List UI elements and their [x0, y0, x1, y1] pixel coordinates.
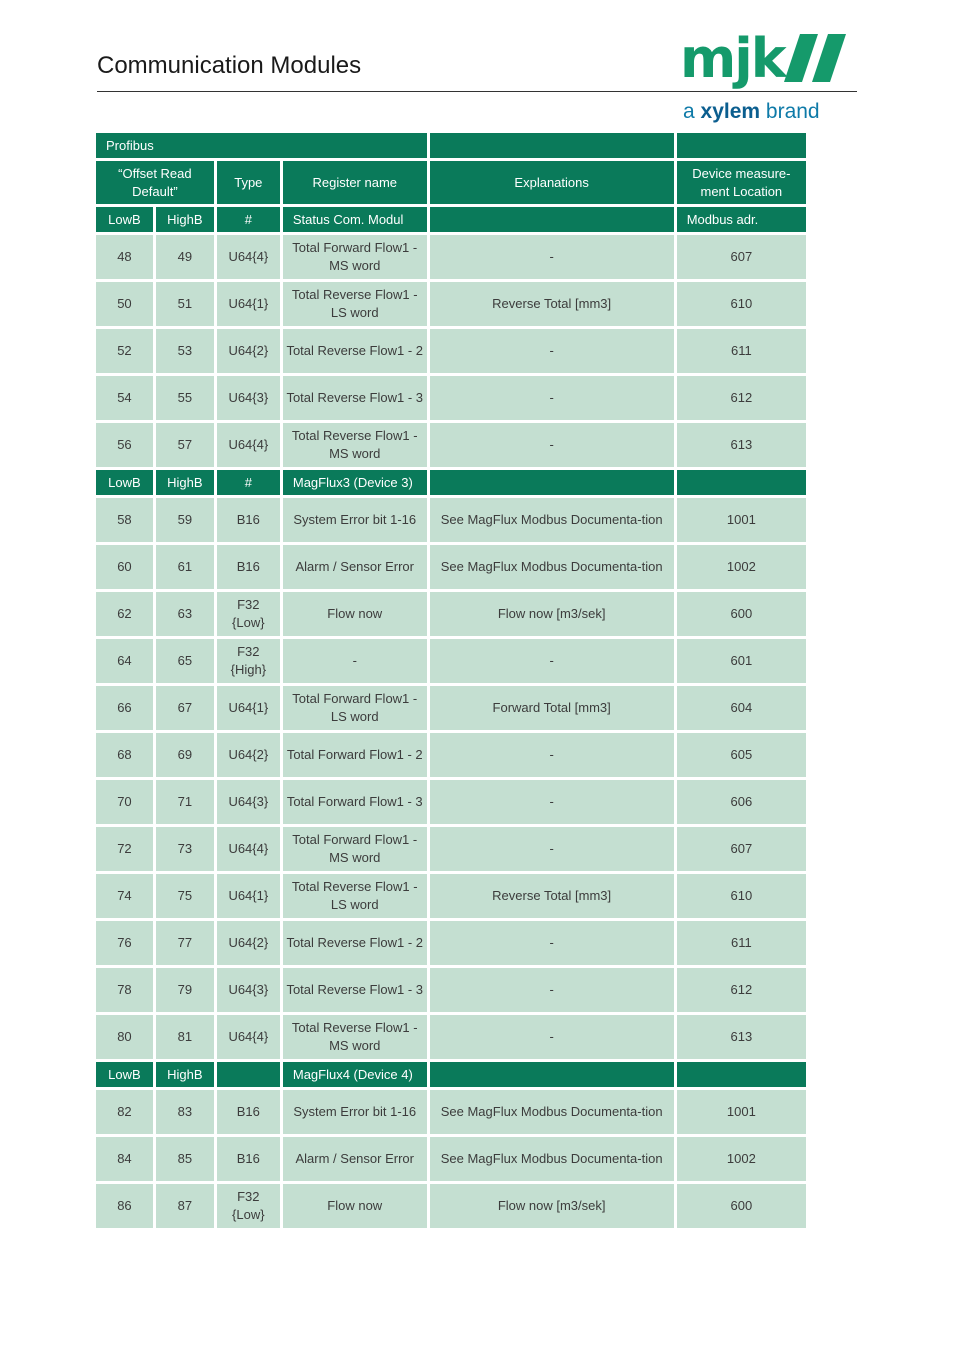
table-cell: 79 — [156, 968, 214, 1012]
table-cell: 1002 — [677, 545, 806, 589]
table-cell: 60 — [96, 545, 153, 589]
table-cell: 49 — [156, 235, 214, 279]
table-cell: 600 — [677, 592, 806, 636]
table-row — [96, 1137, 806, 1181]
logo-tagline-xylem: xylem — [700, 100, 761, 123]
table-row — [96, 329, 806, 373]
table-row — [96, 376, 806, 420]
section-header-row — [96, 207, 806, 232]
table-row — [96, 1090, 806, 1134]
table-cell: See MagFlux Modbus Documenta-tion — [430, 1137, 674, 1181]
table-cell: - — [430, 827, 674, 871]
table-cell: 67 — [156, 686, 214, 730]
table-row — [96, 423, 806, 467]
logo-slashes-icon — [680, 27, 860, 100]
col-header-offset: “Offset Read Default” — [96, 161, 214, 204]
table-cell: Total Reverse Flow1 - 2 — [283, 329, 427, 373]
page-title: Communication Modules — [97, 52, 362, 79]
header-blank-cell — [677, 133, 806, 158]
table-row — [96, 968, 806, 1012]
table-cell: B16 — [217, 545, 280, 589]
table-cell: 65 — [156, 639, 214, 683]
section-header-cell: HighB — [156, 207, 214, 232]
table-cell: 51 — [156, 282, 214, 326]
section-header-cell: # — [217, 470, 280, 495]
table-cell: 57 — [156, 423, 214, 467]
section-header-cell: LowB — [96, 470, 153, 495]
table-cell: U64{2} — [217, 921, 280, 965]
section-header-cell — [430, 207, 674, 232]
section-header-cell — [430, 470, 674, 495]
table-cell: 50 — [96, 282, 153, 326]
table-row — [96, 1015, 806, 1059]
title-divider — [97, 91, 687, 92]
section-header-cell: # — [217, 207, 280, 232]
table-cell: Total Forward Flow1 - MS word — [283, 235, 427, 279]
table-cell: 605 — [677, 733, 806, 777]
table-cell: - — [430, 235, 674, 279]
table-cell: 604 — [677, 686, 806, 730]
table-cell: - — [430, 329, 674, 373]
table-cell: 63 — [156, 592, 214, 636]
table-cell: B16 — [217, 1137, 280, 1181]
table-row — [96, 874, 806, 918]
col-header-type: Type — [217, 161, 280, 204]
table-cell: Reverse Total [mm3] — [430, 282, 674, 326]
table-cell: 85 — [156, 1137, 214, 1181]
table-cell: System Error bit 1-16 — [283, 498, 427, 542]
section-header-cell: MagFlux3 (Device 3) — [283, 470, 427, 495]
table-cell: 53 — [156, 329, 214, 373]
table-cell: - — [283, 639, 427, 683]
table-cell: 54 — [96, 376, 153, 420]
section-header-cell: Status Com. Modul — [283, 207, 427, 232]
table-cell: U64{1} — [217, 874, 280, 918]
table-cell: U64{1} — [217, 686, 280, 730]
table-cell: Flow now — [283, 592, 427, 636]
table-cell: U64{4} — [217, 235, 280, 279]
table-cell: 80 — [96, 1015, 153, 1059]
table-cell: - — [430, 780, 674, 824]
table-cell: B16 — [217, 498, 280, 542]
table-cell: 66 — [96, 686, 153, 730]
table-cell: 55 — [156, 376, 214, 420]
table-cell: - — [430, 376, 674, 420]
table-cell: Total Reverse Flow1 - LS word — [283, 282, 427, 326]
table-cell: Total Forward Flow1 - 2 — [283, 733, 427, 777]
table-row — [96, 592, 806, 636]
table-cell: Total Forward Flow1 - 3 — [283, 780, 427, 824]
table-cell: 64 — [96, 639, 153, 683]
table-cell: 610 — [677, 874, 806, 918]
table-cell: 59 — [156, 498, 214, 542]
col-header-explanations: Explanations — [430, 161, 674, 204]
mjk-xylem-logo — [680, 27, 860, 130]
table-cell: - — [430, 423, 674, 467]
table-cell: 75 — [156, 874, 214, 918]
table-cell: 84 — [96, 1137, 153, 1181]
section-header-cell — [217, 1062, 280, 1087]
table-cell: 607 — [677, 235, 806, 279]
table-cell: Flow now — [283, 1184, 427, 1228]
table-cell: 48 — [96, 235, 153, 279]
table-cell: System Error bit 1-16 — [283, 1090, 427, 1134]
table-cell: U64{4} — [217, 423, 280, 467]
table-cell: Alarm / Sensor Error — [283, 545, 427, 589]
section-header-cell: HighB — [156, 1062, 214, 1087]
table-cell: 58 — [96, 498, 153, 542]
table-cell: - — [430, 639, 674, 683]
table-cell: F32 {Low} — [217, 592, 280, 636]
section-header-cell: MagFlux4 (Device 4) — [283, 1062, 427, 1087]
table-cell: F32 {Low} — [217, 1184, 280, 1228]
table-cell: 71 — [156, 780, 214, 824]
table-cell: U64{2} — [217, 733, 280, 777]
header-blank-cell — [430, 133, 674, 158]
table-cell: 612 — [677, 376, 806, 420]
table-cell: 82 — [96, 1090, 153, 1134]
table-cell: - — [430, 921, 674, 965]
table-cell: Total Reverse Flow1 - 2 — [283, 921, 427, 965]
table-cell: 1001 — [677, 498, 806, 542]
table-cell: - — [430, 1015, 674, 1059]
table-row — [96, 235, 806, 279]
table-cell: 607 — [677, 827, 806, 871]
logo-wordmark: mjk — [680, 27, 785, 90]
table-row — [96, 639, 806, 683]
section-header-cell — [677, 1062, 806, 1087]
table-cell: U64{4} — [217, 827, 280, 871]
logo-tagline-a: a — [683, 100, 701, 123]
table-cell: 69 — [156, 733, 214, 777]
logo-tagline — [683, 100, 820, 124]
table-cell: 87 — [156, 1184, 214, 1228]
table-row — [96, 282, 806, 326]
table-row — [96, 827, 806, 871]
section-header-cell: LowB — [96, 207, 153, 232]
section-header-cell: LowB — [96, 1062, 153, 1087]
section-header-cell — [430, 1062, 674, 1087]
section-header-cell — [677, 470, 806, 495]
table-cell: 62 — [96, 592, 153, 636]
table-cell: 1002 — [677, 1137, 806, 1181]
table-cell: See MagFlux Modbus Documenta-tion — [430, 498, 674, 542]
table-cell: 74 — [96, 874, 153, 918]
table-cell: Total Reverse Flow1 - LS word — [283, 874, 427, 918]
section-header-cell: HighB — [156, 470, 214, 495]
register-table — [93, 130, 809, 1231]
table-row — [96, 545, 806, 589]
table-cell: 86 — [96, 1184, 153, 1228]
table-cell: 1001 — [677, 1090, 806, 1134]
table-row — [96, 1184, 806, 1228]
table-cell: 610 — [677, 282, 806, 326]
table-cell: Total Reverse Flow1 - MS word — [283, 1015, 427, 1059]
profibus-label: Profibus — [96, 133, 427, 158]
table-cell: Alarm / Sensor Error — [283, 1137, 427, 1181]
table-cell: Total Reverse Flow1 - MS word — [283, 423, 427, 467]
table-row — [96, 733, 806, 777]
table-cell: - — [430, 968, 674, 1012]
table-row — [96, 498, 806, 542]
table-cell: 61 — [156, 545, 214, 589]
table-cell: Flow now [m3/sek] — [430, 1184, 674, 1228]
table-cell: Flow now [m3/sek] — [430, 592, 674, 636]
table-cell: Total Reverse Flow1 - 3 — [283, 376, 427, 420]
table-cell: 83 — [156, 1090, 214, 1134]
table-cell: 81 — [156, 1015, 214, 1059]
column-header-row — [96, 161, 806, 204]
section-header-cell: Modbus adr. — [677, 207, 806, 232]
table-cell: 68 — [96, 733, 153, 777]
section-header-row — [96, 470, 806, 495]
table-cell: See MagFlux Modbus Documenta-tion — [430, 545, 674, 589]
table-cell: 52 — [96, 329, 153, 373]
profibus-header-row — [96, 133, 806, 158]
table-cell: 601 — [677, 639, 806, 683]
table-cell: F32 {High} — [217, 639, 280, 683]
logo-tagline-c: brand — [760, 100, 820, 123]
table-cell: 56 — [96, 423, 153, 467]
table-row — [96, 921, 806, 965]
section-header-row — [96, 1062, 806, 1087]
table-cell: U64{3} — [217, 968, 280, 1012]
table-cell: 73 — [156, 827, 214, 871]
table-cell: U64{2} — [217, 329, 280, 373]
table-cell: 611 — [677, 921, 806, 965]
table-cell: Total Forward Flow1 - LS word — [283, 686, 427, 730]
table-cell: 611 — [677, 329, 806, 373]
table-cell: U64{4} — [217, 1015, 280, 1059]
table-cell: U64{3} — [217, 376, 280, 420]
col-header-device-location: Device measure-ment Location — [677, 161, 806, 204]
table-cell: Total Forward Flow1 - MS word — [283, 827, 427, 871]
col-header-register-name: Register name — [283, 161, 427, 204]
table-cell: 606 — [677, 780, 806, 824]
table-cell: - — [430, 733, 674, 777]
table-cell: See MagFlux Modbus Documenta-tion — [430, 1090, 674, 1134]
table-cell: U64{1} — [217, 282, 280, 326]
table-cell: 78 — [96, 968, 153, 1012]
table-cell: 70 — [96, 780, 153, 824]
table-cell: Forward Total [mm3] — [430, 686, 674, 730]
table-row — [96, 780, 806, 824]
table-cell: 76 — [96, 921, 153, 965]
table-cell: Reverse Total [mm3] — [430, 874, 674, 918]
table-cell: 600 — [677, 1184, 806, 1228]
table-cell: 72 — [96, 827, 153, 871]
table-cell: B16 — [217, 1090, 280, 1134]
table-cell: 613 — [677, 1015, 806, 1059]
table-cell: 612 — [677, 968, 806, 1012]
table-cell: 613 — [677, 423, 806, 467]
table-cell: Total Reverse Flow1 - 3 — [283, 968, 427, 1012]
table-cell: 77 — [156, 921, 214, 965]
table-row — [96, 686, 806, 730]
table-cell: U64{3} — [217, 780, 280, 824]
